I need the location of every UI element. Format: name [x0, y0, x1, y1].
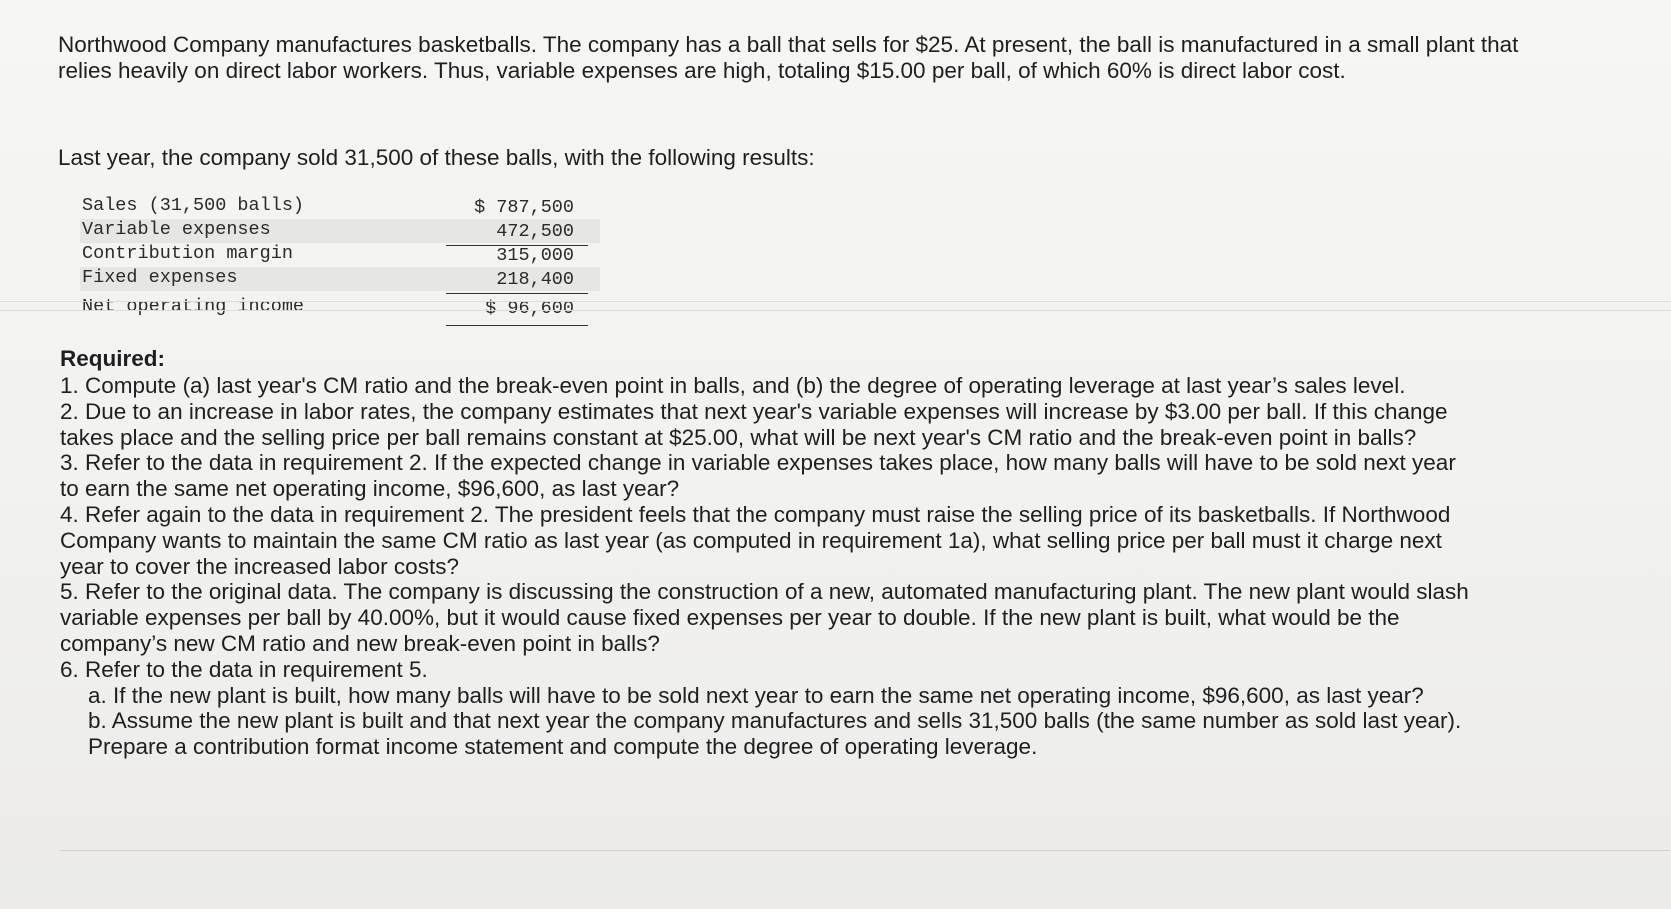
row-label: Contribution margin — [82, 243, 293, 264]
required-heading: Required: — [60, 346, 166, 371]
table-row-contribution-margin — [80, 243, 600, 267]
row-value: $ 96,600 — [485, 298, 574, 319]
requirement-item-4: 4. Refer again to the data in requirement 2. The president feels that the company must raise the selling price of its basketballs. If Northwood Company wants to maintain the same CM ratio as last year (as computed in requirement 1a), what selling price per ball must it charge next year to cover the increased labor costs? — [60, 501, 1451, 579]
row-value: 218,400 — [496, 269, 574, 290]
requirement-item-2: 2. Due to an increase in labor rates, the company estimates that next year's variable expenses will increase by $3.00 per ball. If this change takes place and the selling price per ball remains constant at $25.00, what will be next year's CM ratio and the break-even point in balls? — [60, 398, 1448, 450]
table-row-variable-expenses — [80, 219, 600, 243]
divider-line — [0, 301, 1671, 302]
requirements-list — [60, 373, 1480, 760]
requirement-item-1: 1. Compute (a) last year's CM ratio and the break-even point in balls, and (b) the degree of operating leverage at last year’s sales level. — [60, 373, 1406, 398]
requirement-6b: b. Assume the new plant is built and that next year the company manufactures and sells 31,500 balls (the same number as sold last year). Prepare a contribution format income statement and compute the degree of operating leverage. — [88, 708, 1462, 760]
row-label: Sales (31,500 balls) — [82, 195, 305, 216]
row-value: 315,000 — [496, 245, 574, 266]
subtotal-underline — [446, 293, 588, 294]
bottom-rule — [60, 850, 1670, 851]
requirement-6a: a. If the new plant is built, how many balls will have to be sold next year to earn the same net operating income, $96,600, as last year? — [88, 682, 1424, 708]
row-value: $ 787,500 — [474, 197, 574, 218]
total-underline — [446, 325, 588, 326]
row-label: Variable expenses — [82, 219, 271, 240]
requirement-6-subitems — [60, 683, 1480, 760]
intro-paragraph: Northwood Company manufactures basketballs. The company has a ball that sells for $25. At present, the ball is manufactured in a small plant that relies heavily on direct labor workers. Thus, variable expenses are high, totaling $15.00 per ball, of which 60% is direct labor cost. — [58, 32, 1519, 83]
table-row-sales — [80, 195, 600, 219]
table-row-net-operating-income — [80, 296, 600, 320]
divider-line — [0, 310, 1671, 311]
row-label: Fixed expenses — [82, 267, 238, 288]
requirement-item-5: 5. Refer to the original data. The company is discussing the construction of a new, automated manufacturing plant. The new plant would slash variable expenses per ball by 40.00%, but it would cause fixed expenses per year to double. If the new plant is built, what would be the company’s new CM ratio and new break-even point in balls? — [60, 579, 1469, 656]
requirement-item-6 — [60, 657, 1480, 760]
requirement-item-6-text: 6. Refer to the data in requirement 5. — [60, 656, 428, 682]
results-lead-in: Last year, the company sold 31,500 of these balls, with the following results: — [58, 145, 815, 170]
requirement-item-3: 3. Refer to the data in requirement 2. If the expected change in variable expenses takes place, how many balls will have to be sold next year to earn the same net operating income, $96,600, as last year? — [60, 450, 1456, 502]
table-row-fixed-expenses — [80, 267, 600, 291]
row-label: Net operating income — [82, 296, 305, 317]
row-value: 472,500 — [496, 221, 574, 242]
